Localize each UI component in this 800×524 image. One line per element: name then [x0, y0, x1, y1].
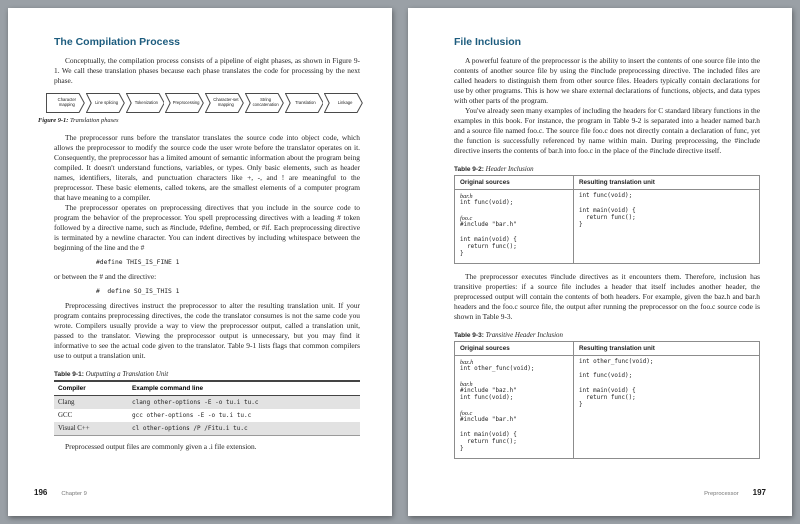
code-line: int main(void) {: [460, 236, 517, 243]
table-row-visual-cpp: [54, 422, 360, 436]
table-9-1-header-row: [54, 381, 360, 396]
code-line: }: [460, 446, 464, 453]
code-line: [579, 200, 754, 207]
column-header-resulting-tu: Resulting translation unit: [573, 176, 759, 190]
phase-label: Translation: [295, 99, 316, 105]
table-9-2-title: [454, 166, 760, 173]
code-line: int main(void) {: [578, 387, 636, 394]
table-row-gcc: [54, 409, 360, 422]
figure-caption-label: Figure 9-1:: [38, 117, 69, 124]
phase-label: Preprocessing: [172, 99, 200, 105]
file-name-label: bar.h: [460, 193, 473, 200]
paragraph-directives: The preprocessor operates on preprocessing directives that you include in the source code to program the behavior of the preprocessor. You spell preprocessing directives with a leading # token followed by a directive name, such as #include, #define, #embed, or #if. Each preprocessing directive is terminated by a newline character. You can indent directives by including whitespace between the beginning of the line and the #: [54, 203, 360, 252]
code-line: [460, 373, 568, 380]
phase-label: String concatenation: [252, 97, 279, 107]
file-name-label: foo.c: [460, 409, 473, 417]
page-number-left: 196: [34, 488, 48, 497]
table-9-3-title-text: Transitive Header Inclusion: [485, 331, 563, 339]
paragraph-between-codes: or between the # and the directive:: [54, 272, 157, 281]
page-footer-right: [704, 482, 766, 500]
code-line: [460, 208, 568, 215]
phase-label: Tokenization: [134, 99, 159, 105]
paragraph-intro: Conceptually, the compilation process consists of a pipeline of eight phases, as shown in Figure 9-1. We call these translation phases because each phase translates the code for processing by the next phase.: [54, 56, 360, 85]
paragraph-transitive: The preprocessor executes #include directives as it encounters them. Therefore, inclusion has transitive properties: if a source file includes a header that itself includes another header, the preprocessed output will contain the contents of both headers. For example, given the baz.h and bar.h headers and the foo.c source file, the output after running the preprocessor on the foo.c source code is shown in Table 9-3.: [454, 271, 760, 321]
code-line: int func(void);: [578, 193, 633, 199]
phase-label: Character mapping: [57, 97, 77, 107]
page-footer-left: [34, 482, 87, 500]
table-9-3-body-row: [455, 355, 760, 458]
paragraph-preprocessor-runs: The preprocessor runs before the translator translates the source code into object code, which allows the preprocessor to modify the source code the user wrote before the translator operates on it. Consequently, the preprocessor has a limited amount of semantic information about the program being compiled. It doesn't understand functions, variables, or types. Only basic elements, such as header names, identifiers, literals, and punctuation characters like +, -, and ! are meaningful to the preprocessor. These basic elements, called tokens, are the smallest elements of a computer program that have meaning to a compiler.: [54, 133, 360, 202]
code-line: return func();: [460, 244, 517, 251]
page-left-content: [8, 8, 392, 452]
code-line: return func();: [578, 214, 636, 221]
file-name-label: bar.h: [460, 380, 473, 388]
phase-chevron-6: [245, 93, 284, 113]
table-9-3: [454, 341, 760, 459]
column-header-original-sources: Original sources: [455, 341, 574, 355]
table-9-1-title-label: Table 9-1:: [54, 371, 84, 378]
table-9-2-header-row: [455, 176, 760, 190]
phase-chevron-2: [86, 93, 125, 113]
phase-label: Linkage: [337, 99, 353, 105]
table-9-3-title-label: Table 9-3:: [454, 331, 484, 339]
original-sources-cell: [455, 190, 574, 264]
column-header-command-line: Example command line: [128, 381, 360, 396]
paragraph-translation-unit: Preprocessing directives instruct the preprocessor to alter the resulting translation unit. If your program contains preprocessing directives, the code the translator consumes is not the same code you wrote. Compilers usually provide a way to view the preprocessor output, called a translation unit, passed to the translator. Viewing the preprocessor output is unnecessary, but you may find it informative to see the actual code given to the translator. Table 9-1 lists flags that common compilers use to output a translation unit.: [54, 301, 360, 360]
code-line: int main(void) {: [460, 431, 517, 438]
code-line: int main(void) {: [578, 207, 636, 214]
page-left: [8, 8, 392, 516]
table-9-2-title-text: Header Inclusion: [485, 166, 534, 173]
original-sources-cell: [455, 355, 574, 458]
code-line: [579, 366, 754, 373]
code-line: [460, 424, 568, 431]
page-number-right: 197: [752, 488, 766, 497]
resulting-tu-cell: [573, 190, 759, 264]
code-line: #include "bar.h": [460, 417, 517, 424]
code-line: }: [578, 402, 583, 409]
code-line: }: [578, 222, 583, 229]
code-line: int func(void);: [460, 200, 514, 207]
phase-chevron-1: [46, 93, 85, 113]
table-9-1-title-text: Outputting a Translation Unit: [85, 371, 169, 378]
translation-phases-diagram: [46, 93, 364, 113]
code-line: int func(void);: [460, 395, 514, 402]
code-define-this-is-fine: #define THIS_IS_FINE 1: [96, 259, 180, 266]
table-9-3-header-row: [455, 341, 760, 355]
command-cell: clang other-options -E -o tu.i tu.c: [128, 396, 360, 410]
section-heading-file-inclusion: File Inclusion: [454, 36, 522, 48]
code-line: [460, 402, 568, 409]
running-footer-chapter: Chapter 9: [61, 491, 87, 497]
table-9-2: [454, 175, 760, 264]
table-9-1-title: [54, 371, 360, 378]
running-footer-section: Preprocessor: [704, 491, 739, 497]
table-9-1: [54, 380, 360, 436]
table-9-3-title: [454, 332, 760, 339]
code-line: return func();: [578, 395, 636, 402]
figure-caption-text: Translation phases: [69, 117, 119, 124]
phase-chevron-8: [324, 93, 363, 113]
phase-label: Line splicing: [95, 99, 119, 105]
code-line: #include "bar.h": [460, 222, 517, 229]
resulting-tu-cell: [573, 355, 759, 458]
phase-label: Character-set mapping: [213, 97, 239, 107]
compiler-cell: GCC: [58, 412, 73, 419]
paragraph-include-examples: You've already seen many examples of including the headers for C standard library functions in the examples in this book. For instance, the program in Table 9-2 is separated into a header named bar.h and a source file named foo.c. The source file foo.c does not directly contain a declaration of func, yet the function is successfully referenced by name within main. During preprocessing, the #include directive inserts the contents of bar.h into foo.c in the place of the #include directive itself.: [454, 106, 760, 155]
code-line: [460, 229, 568, 236]
code-line: return func();: [460, 438, 517, 445]
paragraph-include-feature: A powerful feature of the preprocessor is the ability to insert the contents of one source file into the contents of another source file by using the #include preprocessing directive. The included files are called headers to distinguish them from other source files. Headers typically contain declarations for use by other programs. This is how we share external declarations of functions, objects, and data types with other parts of the program.: [454, 56, 760, 105]
code-line: [579, 381, 754, 388]
column-header-resulting-tu: Resulting translation unit: [573, 341, 759, 355]
table-row-clang: [54, 396, 360, 410]
page-right-content: [408, 8, 792, 459]
column-header-compiler: Compiler: [54, 381, 128, 396]
command-cell: cl other-options /P /Fitu.i tu.c: [128, 422, 360, 436]
phase-chevron-5: [205, 93, 244, 113]
code-define-so-is-this: # define SO_IS_THIS 1: [96, 288, 180, 295]
file-name-label: baz.h: [460, 358, 474, 366]
section-heading-compilation-process: The Compilation Process: [54, 36, 181, 48]
compiler-cell: Visual C++: [54, 422, 128, 436]
table-9-2-body-row: [455, 190, 760, 264]
phase-chevron-7: [285, 93, 324, 113]
column-header-original-sources: Original sources: [455, 176, 574, 190]
code-line: #include "baz.h": [460, 387, 517, 394]
figure-9-1: [38, 93, 364, 124]
table-9-2-title-label: Table 9-2:: [454, 166, 484, 173]
code-line: int other_func(void);: [578, 358, 654, 365]
phase-chevron-3: [126, 93, 165, 113]
paragraph-closing: Preprocessed output files are commonly given a .i file extension.: [65, 442, 257, 451]
code-line: }: [460, 251, 464, 258]
code-line: int func(void);: [578, 373, 633, 380]
code-line: int other_func(void);: [460, 365, 535, 372]
page-right: [408, 8, 792, 516]
command-cell: gcc other-options -E -o tu.i tu.c: [132, 412, 252, 419]
phase-chevron-4: [165, 93, 204, 113]
compiler-cell: Clang: [54, 396, 128, 410]
file-name-label: foo.c: [460, 214, 473, 222]
figure-9-1-caption: [38, 117, 364, 124]
